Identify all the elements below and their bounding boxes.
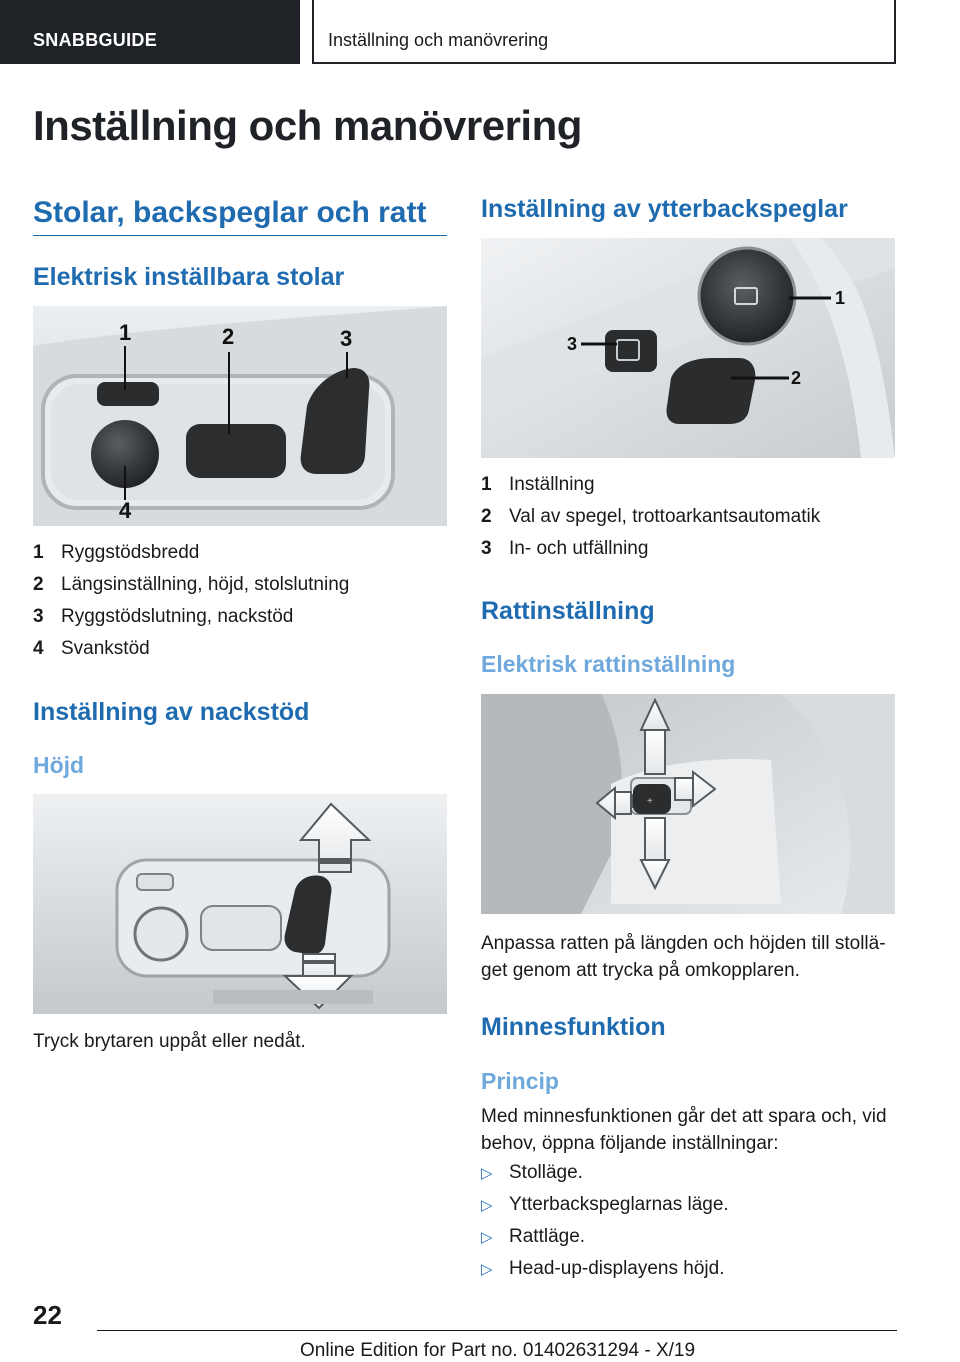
footer-rule	[97, 1330, 897, 1331]
item-number: 2	[33, 574, 44, 595]
list-item	[33, 606, 349, 638]
item-text: Inställning	[509, 474, 595, 495]
chapter-label: Inställning och manövrering	[328, 30, 549, 50]
mirror-callout-3: 3	[567, 334, 578, 354]
mirror-controls-image	[481, 238, 895, 458]
seat-callout-1: 1	[119, 320, 132, 345]
section-heading: Stolar, backspeglar och ratt	[33, 196, 427, 229]
section-label: SNABBGUIDE	[33, 30, 158, 50]
seat-controls-image	[33, 306, 447, 526]
headrest-heading: Inställning av nackstöd	[33, 698, 310, 726]
item-number: 3	[33, 606, 44, 627]
section-rule	[33, 235, 447, 236]
section-tab	[0, 0, 300, 64]
seat-callout-3: 3	[340, 326, 353, 351]
triangle-bullet-icon: ▷	[481, 1197, 493, 1214]
mirrors-heading: Inställning av ytterbackspeglar	[481, 195, 848, 223]
memory-bullets	[481, 1162, 729, 1290]
bullet-text: Head-up-displayens höjd.	[509, 1258, 725, 1279]
item-text: Längsinställning, höjd, stolslutning	[61, 574, 350, 595]
page-number: 22	[33, 1300, 62, 1330]
seat-callout-4: 4	[119, 498, 132, 523]
headrest-text: Tryck brytaren uppåt eller nedåt.	[33, 1031, 306, 1052]
seat-callout-2: 2	[222, 324, 235, 349]
steering-switch-image	[481, 694, 895, 914]
bullet-text: Rattläge.	[509, 1226, 586, 1247]
list-item	[481, 506, 820, 538]
item-number: 1	[481, 474, 492, 495]
item-text: Ryggstödslutning, nackstöd	[61, 606, 294, 627]
bullet-text: Stolläge.	[509, 1162, 583, 1183]
steering-text: Anpassa ratten på längden och höjden till stollä-get genom att trycka på omkopplaren.	[481, 933, 886, 981]
svg-text:+: +	[647, 796, 653, 807]
list-item	[33, 574, 349, 606]
item-text: In- och utfällning	[509, 538, 649, 559]
memory-heading: Minnesfunktion	[481, 1013, 666, 1041]
list-item	[481, 1226, 729, 1258]
edition-text: Online Edition for Part no. 01402631294 - X/19	[300, 1340, 696, 1361]
list-item	[481, 1162, 729, 1194]
list-item	[33, 542, 349, 574]
list-item	[481, 1258, 729, 1290]
seats-heading: Elektrisk inställbara stolar	[33, 263, 345, 291]
headrest-switch-image	[33, 794, 447, 1014]
item-number: 1	[33, 542, 44, 563]
bullet-text: Ytterbackspeglarnas läge.	[509, 1194, 729, 1215]
mirror-callout-1: 1	[835, 288, 846, 308]
steering-subheading: Elektrisk rattinställning	[481, 651, 736, 677]
list-item	[33, 638, 349, 670]
item-text: Ryggstödsbredd	[61, 542, 200, 563]
page-title: Inställning och manövrering	[33, 102, 582, 149]
triangle-bullet-icon: ▷	[481, 1261, 493, 1278]
list-item	[481, 474, 820, 506]
mirror-callout-2: 2	[791, 368, 802, 388]
memory-text: Med minnesfunktionen går det att spara och, vid behov, öppna följande inställningar:	[481, 1106, 887, 1154]
item-number: 4	[33, 638, 44, 659]
item-number: 3	[481, 538, 492, 559]
triangle-bullet-icon: ▷	[481, 1229, 493, 1246]
memory-subheading: Princip	[481, 1068, 559, 1094]
steering-heading: Rattinställning	[481, 597, 655, 625]
mirror-legend	[481, 474, 820, 570]
list-item	[481, 1194, 729, 1226]
item-text: Val av spegel, trottoarkantsautomatik	[509, 506, 821, 527]
item-number: 2	[481, 506, 492, 527]
chapter-tab	[312, 0, 896, 64]
headrest-subheading: Höjd	[33, 752, 85, 778]
list-item	[481, 538, 820, 570]
item-text: Svankstöd	[61, 638, 150, 659]
seat-legend	[33, 542, 349, 670]
triangle-bullet-icon: ▷	[481, 1165, 493, 1182]
